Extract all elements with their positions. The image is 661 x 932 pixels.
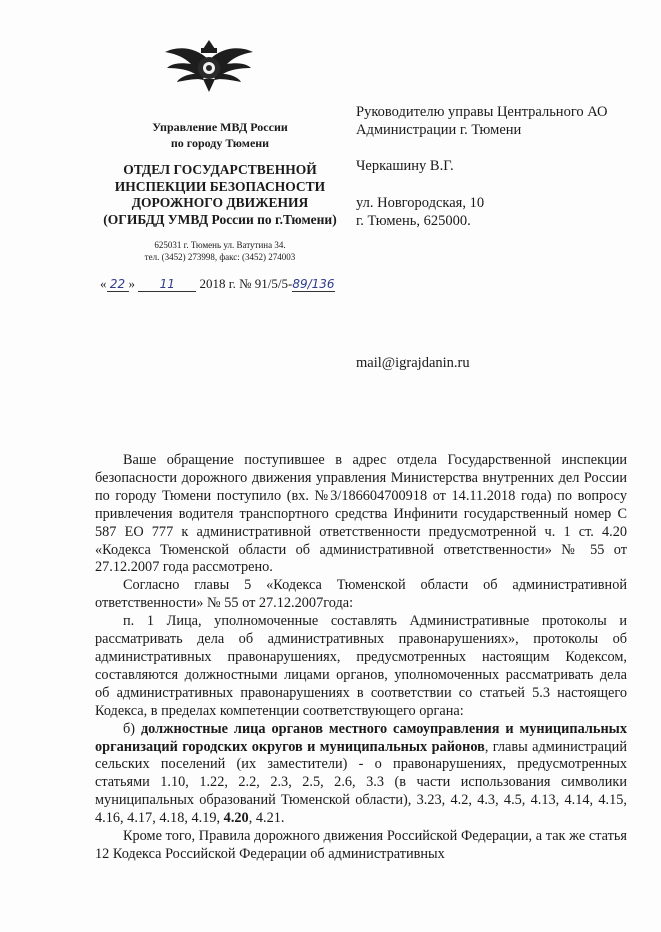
outgoing-reference — [100, 276, 335, 292]
ref-close-quote: » — [128, 276, 135, 291]
recipient-city: г. Тюмень, 625000. — [356, 213, 471, 229]
ref-number: 89/136 — [292, 277, 335, 291]
sender-org — [95, 119, 345, 151]
ref-month: 11 — [138, 277, 196, 292]
sender-org-line2: по городу Тюмени — [170, 136, 270, 150]
sender-dept-line2: ИНСПЕКЦИИ БЕЗОПАСНОСТИ — [114, 178, 326, 194]
sender-department — [95, 162, 345, 228]
p4-end: , 4.21. — [248, 810, 285, 827]
sender-address-line1: 625031 г. Тюмень ул. Ватутина 34. — [154, 240, 286, 250]
p4-bold-officials: должностные лица органов местного самоуправления и муниципальных организаций городских округов и муниципальных районов — [95, 720, 627, 755]
p4-middle: , главы администраций сельских поселений (их заместители) - о правонарушениях, предусмотренных статьями 1.10, 1.22, 2.2, 2.3, 2.5, 2.6, 3.3 (в части использования символики муниципальных образований Тюменской области), 3.23, 4.2, 4.3, 4.5, 4.13, 4.14, 4.15, 4.16, 4.17, 4.18, 4.19, — [95, 738, 627, 827]
sender-org-line1: Управление МВД России — [152, 120, 288, 134]
p4-bold-article: 4.20 — [223, 810, 249, 827]
recipient-name: Черкашину В.Г. — [356, 158, 454, 174]
recipient-line2: Администрации г. Тюмени — [356, 122, 522, 138]
ref-day: 22 — [107, 277, 129, 292]
recipient-street: ул. Новгородская, 10 — [356, 195, 485, 211]
recipient-address — [356, 194, 484, 230]
body-paragraph-2: Согласно главы 5 «Кодекса Тюменской области об административной ответственности» № 55 от 27.12.2007года: — [95, 577, 627, 612]
recipient-title — [356, 103, 608, 139]
sender-address — [95, 239, 345, 263]
sender-dept-line3: ДОРОЖНОГО ДВИЖЕНИЯ — [131, 195, 309, 210]
sender-dept-line1: ОТДЕЛ ГОСУДАРСТВЕННОЙ — [123, 162, 317, 177]
recipient-line1: Руководителю управы Центрального АО — [356, 104, 608, 120]
ref-open-quote: « — [100, 276, 107, 291]
ref-year-number: 2018 г. № 91/5/5- — [199, 276, 293, 291]
body-paragraph-4 — [95, 721, 627, 828]
p4-prefix: б) — [123, 720, 141, 737]
letter-body — [95, 452, 627, 864]
police-emblem-icon — [165, 36, 253, 96]
sender-address-line2: тел. (3452) 273998, факс: (3452) 274003 — [144, 252, 296, 262]
body-paragraph-5: Кроме того, Правила дорожного движения Российской Федерации, а так же статья 12 Кодекса Российской Федерации об административных — [95, 828, 627, 862]
recipient-email: mail@igrajdanin.ru — [356, 355, 470, 371]
body-paragraph-3: п. 1 Лица, уполномоченные составлять Административные протоколы и рассматривать дела об административных правонарушениях», протоколы об административных правонарушениях, предусмотренных настоящим Кодексом, составляются должностными лицами органов, уполномоченных рассматривать дела об административных правонарушениях в соответствии со статьей 5.3 настоящего Кодекса, в пределах компетенции соответствующего органа: — [95, 613, 627, 719]
sender-dept-line4: (ОГИБДД УМВД России по г.Тюмени) — [103, 211, 337, 227]
body-paragraph-1: Ваше обращение поступившее в адрес отдела Государственной инспекции безопасности дорожного движения управления Министерства внутренних дел России по городу Тюмени поступило (вх. №3/186604700918 от 14.11.2018 года) по вопросу привлечения водителя транспортного средства Инфинити государственный номер С 587 ЕО 777 к административной ответственности предусмотренной ч. 1 ст. 4.20 «Кодекса Тюменской области об административной ответственности» № 55 от 27.12.2007 года рассмотрено. — [95, 452, 627, 576]
